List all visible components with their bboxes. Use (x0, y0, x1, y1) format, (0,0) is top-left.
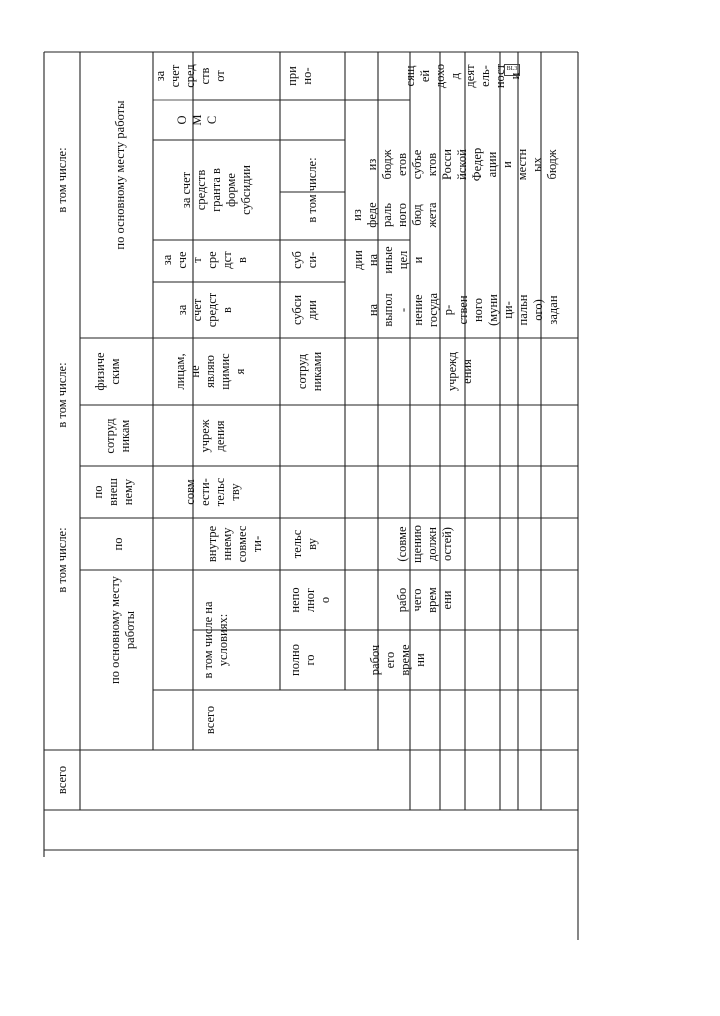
header-za-schet-sredstv: за счет средст в (175, 292, 234, 328)
header-celevye: дии на иныe цел и (350, 246, 425, 274)
header-za-schet-2: за сче т сре дст в (160, 251, 249, 269)
header-polnogo: полно го (288, 644, 317, 676)
header-vsego-inner: всего (202, 705, 217, 735)
header-po-vnesh: по внеш нему (90, 478, 135, 506)
header-po-vnutr-4: (совме щению должн остей) (395, 525, 454, 563)
header-federal: из феде раль ного бюд жета (350, 202, 439, 228)
header-oms: О М С (175, 114, 219, 126)
header-subsidii: субси дии (290, 294, 319, 326)
header-subekty: из бюдж етов субъе ктов Росси йской Федер ации и местн ых бюдж (365, 147, 559, 182)
header-v-tom-chisle-3: в том числе: (54, 147, 69, 213)
header-sub-si: суб си- (290, 251, 319, 269)
header-fiz-licam-4: учрежд ения (445, 351, 474, 392)
header-v-tom-chisle-na-usloviyakh: в том числе на условиях: (201, 601, 230, 679)
header-po-vnutr: по (110, 537, 125, 551)
header-prinosyashchey: за счет сред ств от (152, 64, 227, 88)
page-stamp: BL3 (504, 64, 520, 76)
header-po-vnesh-2: совм ести- тельс тву (183, 477, 242, 507)
header-prinosyashchey-2: при но- (285, 66, 314, 86)
header-subsidii-2: на выпол - нение госуда р- ствен ного (муни ци- пальн ого) задан (365, 292, 560, 328)
header-fiz-licam: физиче ским (93, 352, 122, 391)
header-po-vnutr-2: внутре ннему совмес ти- (205, 525, 264, 563)
header-grant: за счет средств гранта в форме субсидии (179, 165, 253, 215)
header-v-tom-chisle-1: в том числе: (54, 527, 69, 593)
header-po-vnutr-3: тельс ву (290, 529, 319, 559)
header-po-osnovnomu-mestu-1: по основному месту работы (108, 576, 137, 684)
header-nepolnogo-2: рабо чего врем ени (395, 587, 454, 613)
header-prinosyashchey-3: сящ ей дохо д деят ель- ност и (403, 63, 522, 89)
header-fiz-licam-2: лицам, не являю щимис я (172, 353, 247, 390)
header-sotrudnikam: сотруд никам (103, 418, 132, 454)
header-polnogo-2: рабоч его време ни (368, 644, 427, 676)
header-po-osnovnomu-mestu-2: по основному месту работы (112, 100, 127, 250)
header-nepolnogo: непо лног о (287, 587, 332, 613)
header-sotrudnikam-2: учреж дения (198, 419, 227, 453)
header-v-tom-chisle-2: в том числе: (54, 362, 69, 428)
header-fiz-licam-3: сотруд никами (295, 351, 324, 392)
header-vsego-outer: всего (54, 765, 69, 795)
header-v-tom-chisle-4: в том числе: (304, 157, 319, 223)
